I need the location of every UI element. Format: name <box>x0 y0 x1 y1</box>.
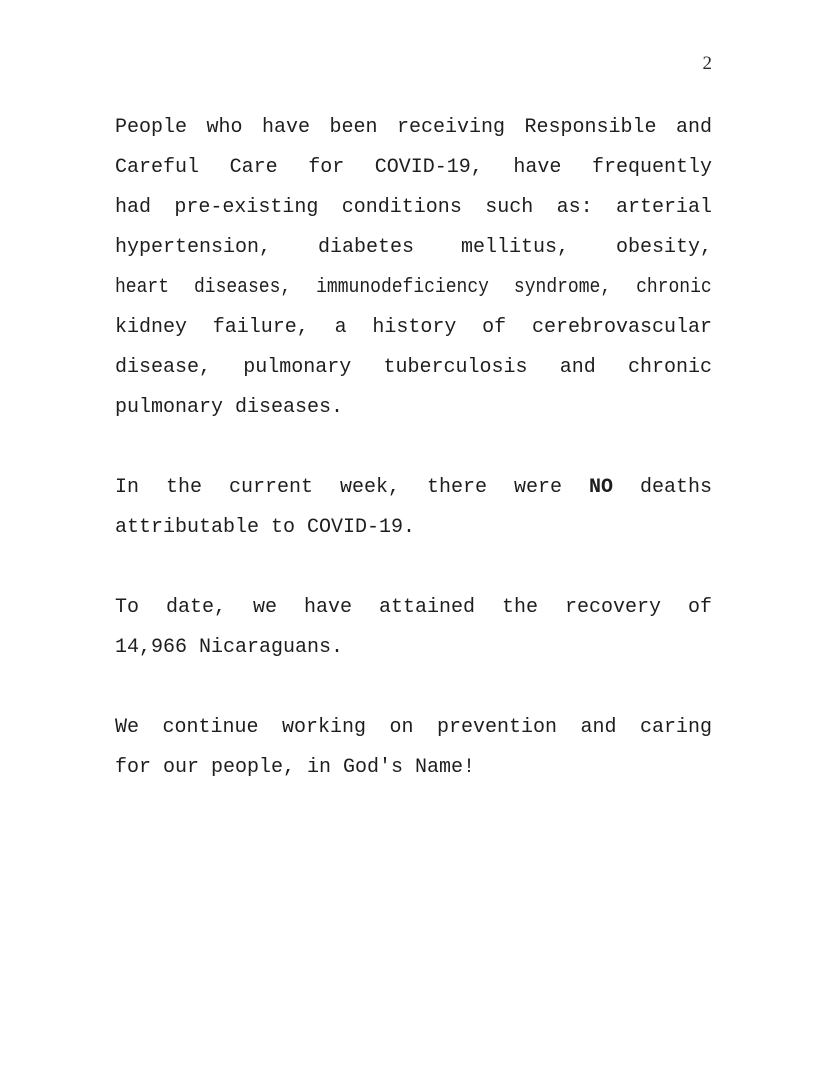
text-segment: People who have been receiving Responsible and <box>115 116 712 139</box>
text-line <box>115 148 712 188</box>
text-line <box>115 348 712 388</box>
text-segment: pulmonary diseases. <box>115 396 344 419</box>
paragraph <box>115 108 712 428</box>
text-segment: We continue working on prevention and caring <box>115 716 712 739</box>
text-segment: 14,966 Nicaraguans. <box>115 636 344 659</box>
text-segment: for our people, in God's Name! <box>115 756 476 779</box>
text-segment: disease, pulmonary tuberculosis and chronic <box>115 356 712 379</box>
text-segment: heart diseases, immunodeficiency syndrome, chronic <box>115 276 712 299</box>
text-segment: had pre-existing conditions such as: arterial <box>115 196 712 219</box>
text-line <box>115 708 712 748</box>
text-segment: To date, we have attained the recovery of <box>115 596 712 619</box>
text-line <box>115 388 712 428</box>
text-segment: kidney failure, a history of cerebrovascular <box>115 316 712 339</box>
text-line <box>115 228 712 268</box>
text-line <box>115 508 712 548</box>
text-line <box>115 748 712 788</box>
text-line <box>115 468 712 508</box>
text-line <box>115 588 712 628</box>
text-segment: Careful Care for COVID-19, have frequently <box>115 156 712 179</box>
paragraph <box>115 708 712 788</box>
text-line <box>115 268 712 308</box>
text-line <box>115 188 712 228</box>
text-segment: deaths <box>613 476 713 499</box>
text-segment: In the current week, there were <box>115 476 589 499</box>
text-line <box>115 308 712 348</box>
text-line <box>115 628 712 668</box>
bold-text: NO <box>588 476 613 499</box>
text-segment: attributable to COVID-19. <box>115 516 416 539</box>
text-line <box>115 108 712 148</box>
document-body <box>115 108 712 788</box>
paragraph <box>115 468 712 548</box>
page-number: 2 <box>702 53 712 74</box>
paragraph <box>115 588 712 668</box>
text-segment: hypertension, diabetes mellitus, obesity, <box>115 236 712 259</box>
